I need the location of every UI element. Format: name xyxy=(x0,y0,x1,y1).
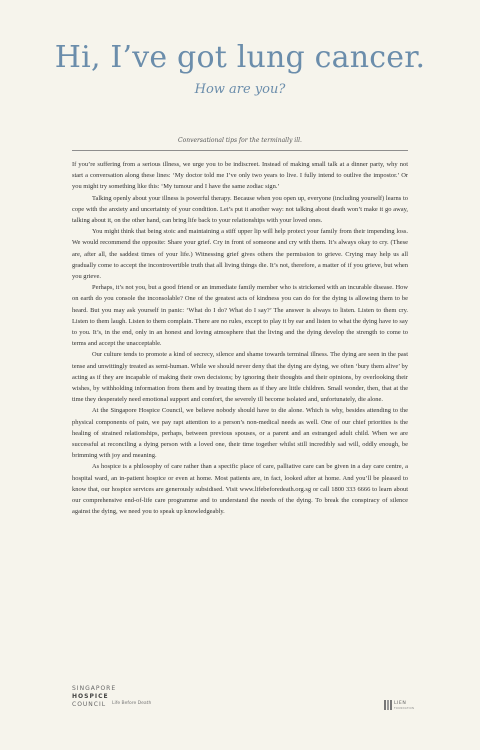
subhead: How are you? xyxy=(194,82,286,97)
sponsor-name: LIEN xyxy=(394,701,407,706)
logo-line-singapore: SINGAPORE xyxy=(72,685,117,692)
sponsor-sub: FOUNDATION xyxy=(394,707,415,710)
logo-line-council: COUNCIL xyxy=(72,701,107,708)
paragraph-1: If you’re suffering from a serious illness, we urge you to be indiscreet. Instead of making small talk at a dinner party, why not start a conversation along these lines: ‘My doctor told me I’ve only two years to live. I fully intend to outlive the impostor.’ Or you might try something like this: ‘My tumour and I have the same zodiac sign.’ xyxy=(72,161,408,191)
paragraph-6: At the Singapore Hospice Council, we believe nobody should have to die alone. Which is why, besides attending to the physical components of pain, we pay rapt attention to a person’s non-medical needs as well. One of our chief priorities is the healing of strained relationships, perhaps, between previous spouses, or a parent and an estranged adult child. When we are successful at reconciling a dying person with a loved one, their time together whilst still incredibly sad will, oddly enough, be brimming with joy and meaning. xyxy=(72,407,408,460)
hospice-council-logo xyxy=(72,685,152,709)
caption: Conversational tips for the terminally ill. xyxy=(178,137,302,144)
sponsor-mark-icon xyxy=(384,700,392,710)
paragraph-4: Perhaps, it’s not you, but a good friend or an immediate family member who is strickened with an incurable disease. How on earth do you console the inconsolable? One of the greatest acts of kindness you can do for the dying is allowing them to be heard. But you may ask yourself in panic: ‘What do I do? What do I say?’ The answer is always to listen. Listen to them cry. Listen to them laugh. Listen to them complain. There are no rules, except to play it by ear and listen to what the dying have to say to you. It’s, in the end, only in an honest and loving atmosphere that the living and the dying develop the strength to come to terms and accept the unacceptable. xyxy=(72,284,408,348)
paragraph-2: Talking openly about your illness is powerful therapy. Because when you open up, everyone (including yourself) learns to cope with the anxiety and uncertainty of your condition. Let’s put it another way: not talking about death won’t make it go away, talking about it, on the other hand, can bring life back to your relationships with your loved ones. xyxy=(72,194,408,225)
paragraph-5: Our culture tends to promote a kind of secrecy, silence and shame towards terminal illness. The dying are seen in the past tense and unwittingly treated as semi-human. While we should never deny that the dying are dying, we often ‘bury them alive’ by acting as if they are incapable of making their own decisions; by ignoring their thoughts and their opinions, by overlooking their wishes, by withholding information from them and by treating them as if they are little children. Small wonder, then, that at the time they desperately need emotional support and comfort, the severely ill become isolated and, unfortunately, die alone. xyxy=(72,351,408,404)
logo-line-hospice: HOSPICE xyxy=(72,693,109,700)
sponsor-logo xyxy=(384,700,415,712)
divider-rule xyxy=(72,150,408,151)
paragraph-3: You might think that being stoic and maintaining a stiff upper lip will help protect your family from their impending loss. We would recommend the opposite: Share your grief. Cry in front of someone and cry with them. It’s always okay to cry. (These are, after all, the saddest times of your life.) Witnessing grief gives others the permission to grieve. Crying may help us all gradually come to accept the incontrovertible truth that all living things die. It’s not, therefore, a matter of if you grieve, but when you grieve. xyxy=(72,228,408,281)
paragraph-7: As hospice is a philosophy of care rather than a specific place of care, palliative care can be given in a day care centre, a hospital ward, an in-patient hospice or even at home. Most patients are, in fact, looked after at home. And you’ll be pleased to know that, our hospice services are generously subsidised. Visit www.lifebeforedeath.org.sg or call 1800 333 6666 to learn about our comprehensive end-of-life care programme and to understand the needs of the dying. To break the conspiracy of silence against the dying, we need you to speak up knowledgeably. xyxy=(72,463,408,516)
body-copy xyxy=(72,159,408,518)
logo-tagline: Life Before Death xyxy=(112,701,152,706)
headline: Hi, I’ve got lung cancer. xyxy=(54,40,426,75)
